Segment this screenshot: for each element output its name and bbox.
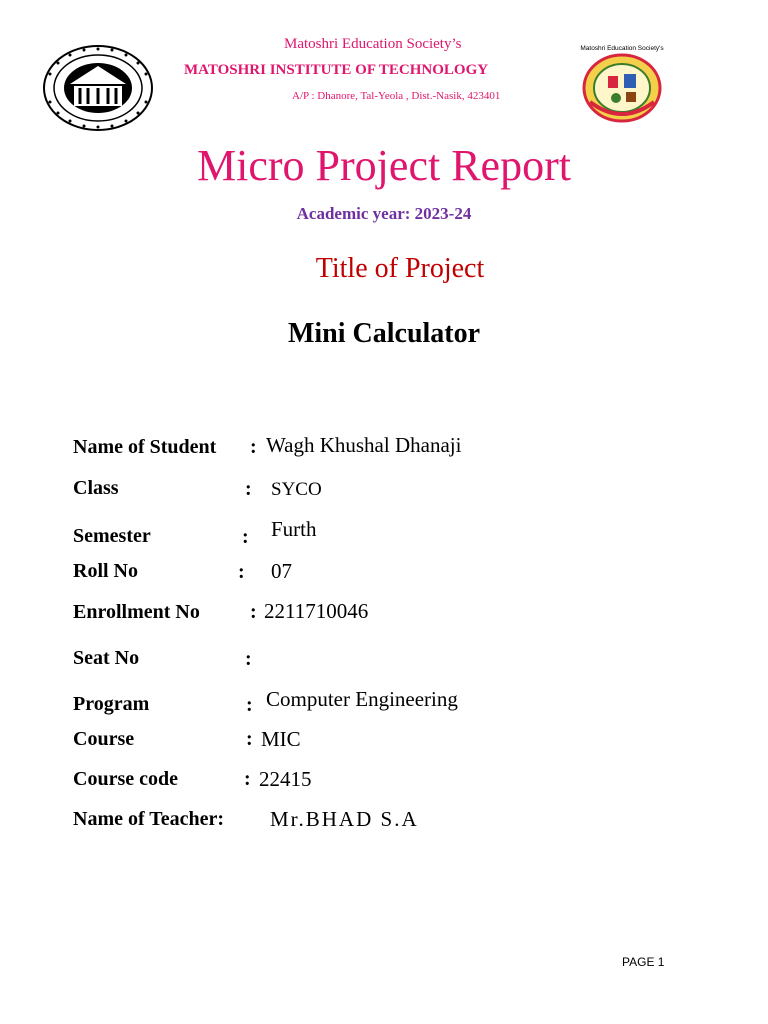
roll-no-value: 07	[271, 559, 292, 583]
enrollment-label: Enrollment No	[73, 601, 200, 623]
student-name-value: Wagh Khushal Dhanaji	[266, 433, 462, 457]
board-emblem-logo	[42, 44, 154, 132]
course-label: Course	[73, 728, 135, 750]
course-value: MIC	[261, 727, 301, 751]
class-label: Class	[73, 477, 119, 499]
program-value: Computer Engineering	[266, 687, 458, 711]
semester-label: Semester	[73, 525, 151, 547]
institute-name: MATOSHRI INSTITUTE OF TECHNOLOGY	[184, 62, 489, 78]
program-label: Program	[73, 693, 150, 715]
enrollment-colon: :	[250, 601, 257, 623]
course-code-label: Course code	[73, 768, 178, 790]
class-colon: :	[245, 478, 252, 500]
teacher-label: Name of Teacher:	[73, 808, 225, 830]
seat-no-label: Seat No	[73, 647, 140, 669]
student-name-colon: :	[250, 436, 257, 458]
course-colon: :	[246, 728, 253, 750]
institute-address: A/P : Dhanore, Tal-Yeola , Dist.-Nasik, 423401	[292, 90, 501, 102]
enrollment-value: 2211710046	[264, 599, 369, 623]
seat-no-colon: :	[245, 648, 252, 670]
institute-seal-logo	[576, 42, 668, 124]
project-name: Mini Calculator	[287, 318, 481, 349]
class-value: SYCO	[271, 479, 322, 500]
course-code-colon: :	[244, 768, 251, 790]
semester-value: Furth	[271, 517, 317, 541]
roll-no-colon: :	[238, 561, 245, 583]
course-code-value: 22415	[259, 767, 312, 791]
student-name-label: Name of Student	[73, 436, 217, 458]
semester-colon: :	[242, 526, 249, 548]
academic-year: Academic year: 2023-24	[296, 204, 472, 223]
teacher-value: Mr.BHAD S.A	[270, 807, 419, 831]
program-colon: :	[246, 694, 253, 716]
seal-text: Matoshri Education Society's	[580, 45, 664, 52]
society-name: Matoshri Education Society’s	[284, 36, 462, 52]
project-title-label: Title of Project	[315, 253, 485, 284]
page-number: PAGE 1	[622, 955, 665, 969]
roll-no-label: Roll No	[73, 560, 138, 582]
report-title: Micro Project Report	[197, 141, 571, 190]
